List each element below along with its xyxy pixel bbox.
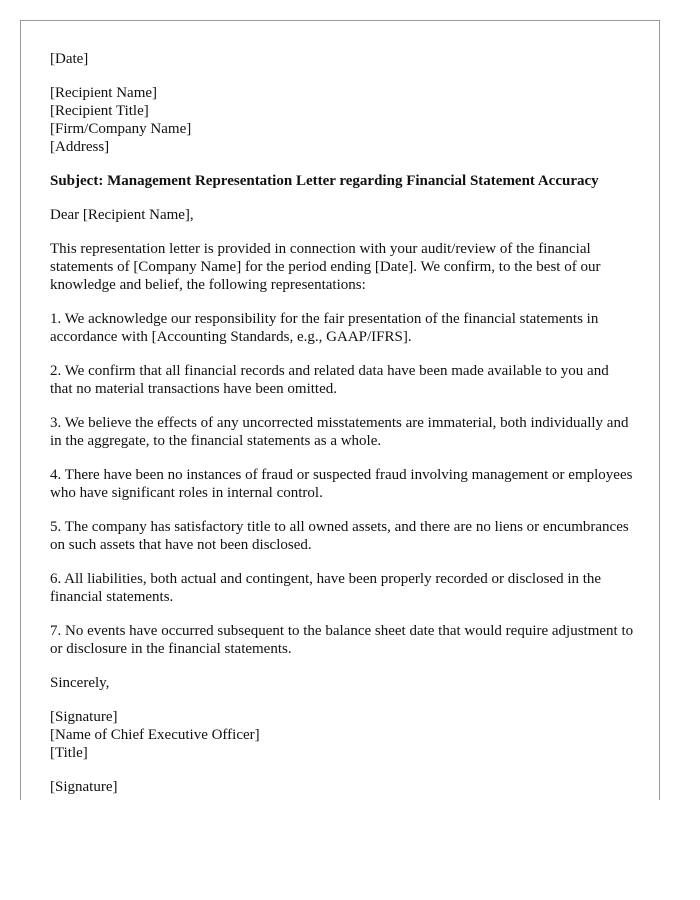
- letter-date: [Date]: [50, 51, 89, 67]
- representation-item: 6. All liabilities, both actual and contingent, have been properly recorded or disclosed in the financial statements.: [50, 571, 602, 605]
- representation-item: 4. There have been no instances of fraud or suspected fraud involving management or employees who have significant roles in internal control.: [50, 467, 633, 501]
- salutation: Dear [Recipient Name],: [50, 207, 194, 223]
- recipient-address: [Address]: [50, 139, 110, 155]
- second-signature-placeholder: [Signature]: [50, 779, 118, 795]
- recipient-title: [Recipient Title]: [50, 103, 149, 119]
- signatory-name: [Name of Chief Executive Officer]: [50, 727, 260, 743]
- date-block: [50, 50, 634, 68]
- intro-paragraph: This representation letter is provided in connection with your audit/review of the financial statements of [Company Name] for the period ending [Date]. We confirm, to the best of our knowledge and belief, the following representations:: [50, 241, 601, 293]
- second-signature-block: [50, 778, 634, 796]
- recipient-block: [50, 84, 634, 156]
- recipient-name: [Recipient Name]: [50, 85, 158, 101]
- signatory-title: [Title]: [50, 745, 88, 761]
- closing: Sincerely,: [50, 675, 110, 691]
- representation-item: 1. We acknowledge our responsibility for the fair presentation of the financial statements in accordance with [Accounting Standards, e.g., GAAP/IFRS].: [50, 311, 599, 345]
- signature-placeholder: [Signature]: [50, 709, 118, 725]
- representation-item: 3. We believe the effects of any uncorrected misstatements are immaterial, both individually and in the aggregate, to the financial statements as a whole.: [50, 415, 629, 449]
- representation-item: 5. The company has satisfactory title to all owned assets, and there are no liens or encumbrances on such assets that have not been disclosed.: [50, 519, 629, 553]
- representation-item: 7. No events have occurred subsequent to the balance sheet date that would require adjustment to or disclosure in the financial statements.: [50, 623, 634, 657]
- subject-line: Subject: Management Representation Letter regarding Financial Statement Accuracy: [50, 173, 599, 189]
- letter-content: [50, 50, 634, 800]
- signature-block: [50, 708, 634, 762]
- recipient-company: [Firm/Company Name]: [50, 121, 192, 137]
- letter-page: [20, 20, 660, 800]
- representation-item: 2. We confirm that all financial records and related data have been made available to you and that no material transactions have been omitted.: [50, 363, 609, 397]
